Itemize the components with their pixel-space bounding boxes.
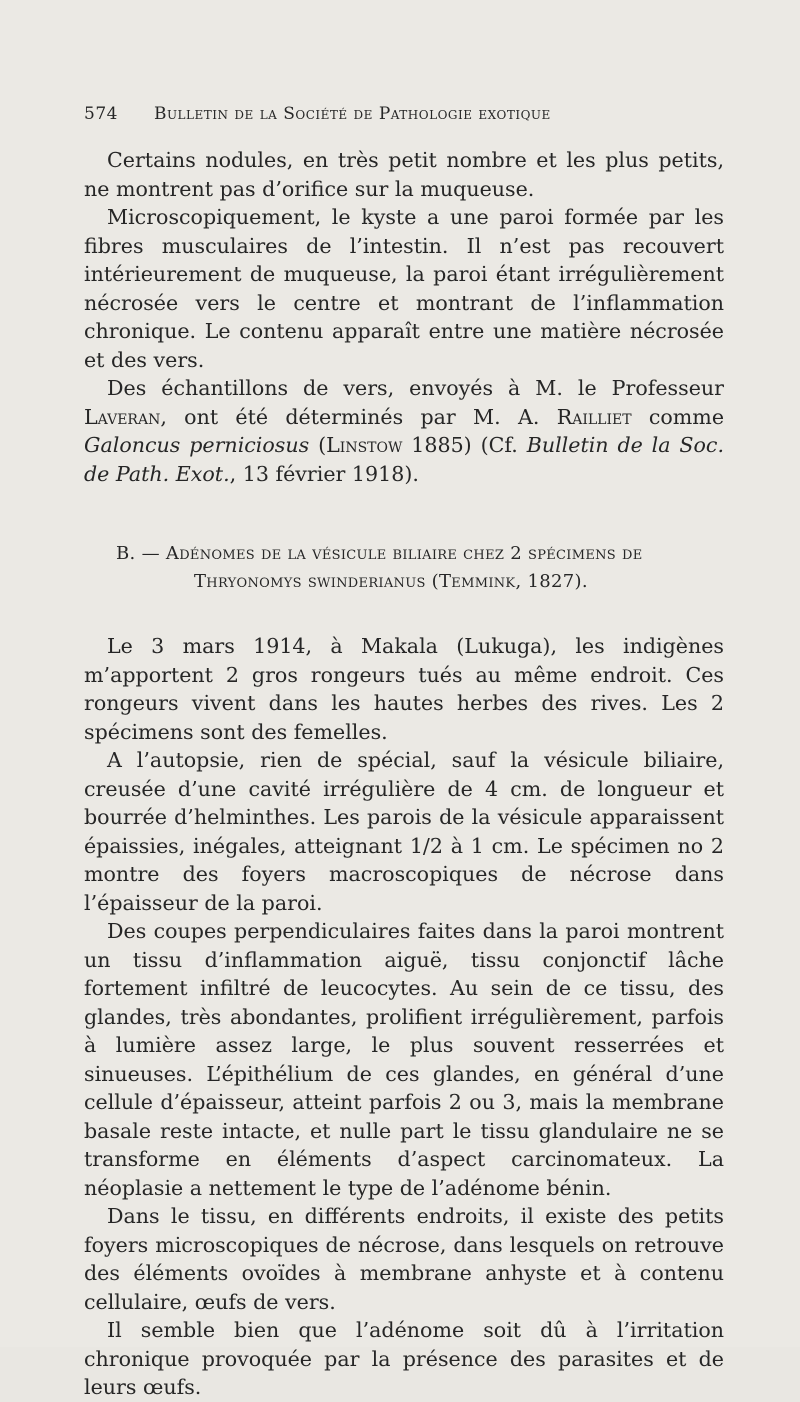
p3-text-c: comme <box>631 404 725 429</box>
paragraph-3 <box>84 374 724 488</box>
section-heading-b <box>84 540 724 596</box>
paragraph-4: Le 3 mars 1914, à Makala (Lukuga), les indigènes m’apportent 2 gros rongeurs tués au même endroit. Ces rongeurs vivent dans les hautes herbes des rives. Les 2 spécimens sont des femelles. <box>84 634 724 744</box>
paragraph-8: Il semble bien que l’adénome soit dû à l’irritation chronique provoquée par la présence des parasites et de leurs œufs. <box>84 1318 724 1399</box>
section-heading-line-2: Thryonomys swinderianus (Temmink, 1827). <box>194 571 588 592</box>
p3-text-b: , ont été déterminés par M. A. <box>160 404 557 429</box>
p3-text-a: Des échantillons de vers, envoyés à M. le Professeur <box>107 376 724 400</box>
journal-reference: Bulletin de la Soc. de Path. Exot. <box>84 433 725 486</box>
paragraph-6: Des coupes perpendiculaires faites dans la paroi montrent un tissu d’inflammation aiguë, tissu conjonctif lâche fortement infiltré de leucocytes. Au sein de ce tissu, des glandes, très abondantes, prolifient irrégulièrement, parfois à lumière assez large, le plus souvent resserrées et sinueuses. L’épithélium de ces glandes, en général d’une cellule d’épaisseur, atteint parfois 2 ou 3, mais la membrane basale reste intacte, et nulle part le tissu glandulaire ne se transforme en éléments d’aspect carcinomateux. La néoplasie a nettement le type de l’adénome bénin. <box>84 919 724 1200</box>
p3-text-e: 1885) (Cf. <box>402 433 527 457</box>
paragraph-5: A l’autopsie, rien de spécial, sauf la vésicule biliaire, creusée d’une cavité irrégulière de 4 cm. de longueur et bourrée d’helminthes. Les parois de la vésicule apparaissent épaissies, inégales, atteignant 1/2 à 1 cm. Le spécimen no 2 montre des foyers macroscopiques de nécrose dans l’épaisseur de la paroi. <box>84 748 724 915</box>
author-laveran: Laveran <box>84 404 161 429</box>
author-railliet: Railliet <box>556 404 632 429</box>
paragraph-1: Certains nodules, en très petit nombre et les plus petits, ne montrent pas d’orifice sur la muqueuse. <box>84 148 724 201</box>
running-header <box>84 104 724 124</box>
author-linstow: Linstow <box>326 433 403 457</box>
section-heading-line-1: B. — Adénomes de la vésicule biliaire chez 2 spécimens de <box>116 543 643 564</box>
species-name: Galoncus perniciosus <box>84 433 310 457</box>
running-title: Bulletin de la Société de Pathologie exotique <box>153 104 551 124</box>
paragraph-2: Microscopiquement, le kyste a une paroi formée par les fibres musculaires de l’intestin. Il n’est pas recouvert intérieurement de muqueuse, la paroi étant irrégulièrement nécrosée vers le centre et montrant de l’inflammation chronique. Le contenu apparaît entre une matière nécrosée et des vers. <box>84 205 724 372</box>
paragraph-7: Dans le tissu, en différents endroits, il existe des petits foyers microscopiques de nécrose, dans lesquels on retrouve des éléments ovoïdes à membrane anhyste et à contenu cellulaire, œufs de vers. <box>84 1204 724 1314</box>
page-number: 574 <box>84 104 118 124</box>
body-text <box>84 146 724 1402</box>
p3-text-d: ( <box>309 433 327 457</box>
p3-text-f: , 13 février 1918). <box>229 461 419 486</box>
